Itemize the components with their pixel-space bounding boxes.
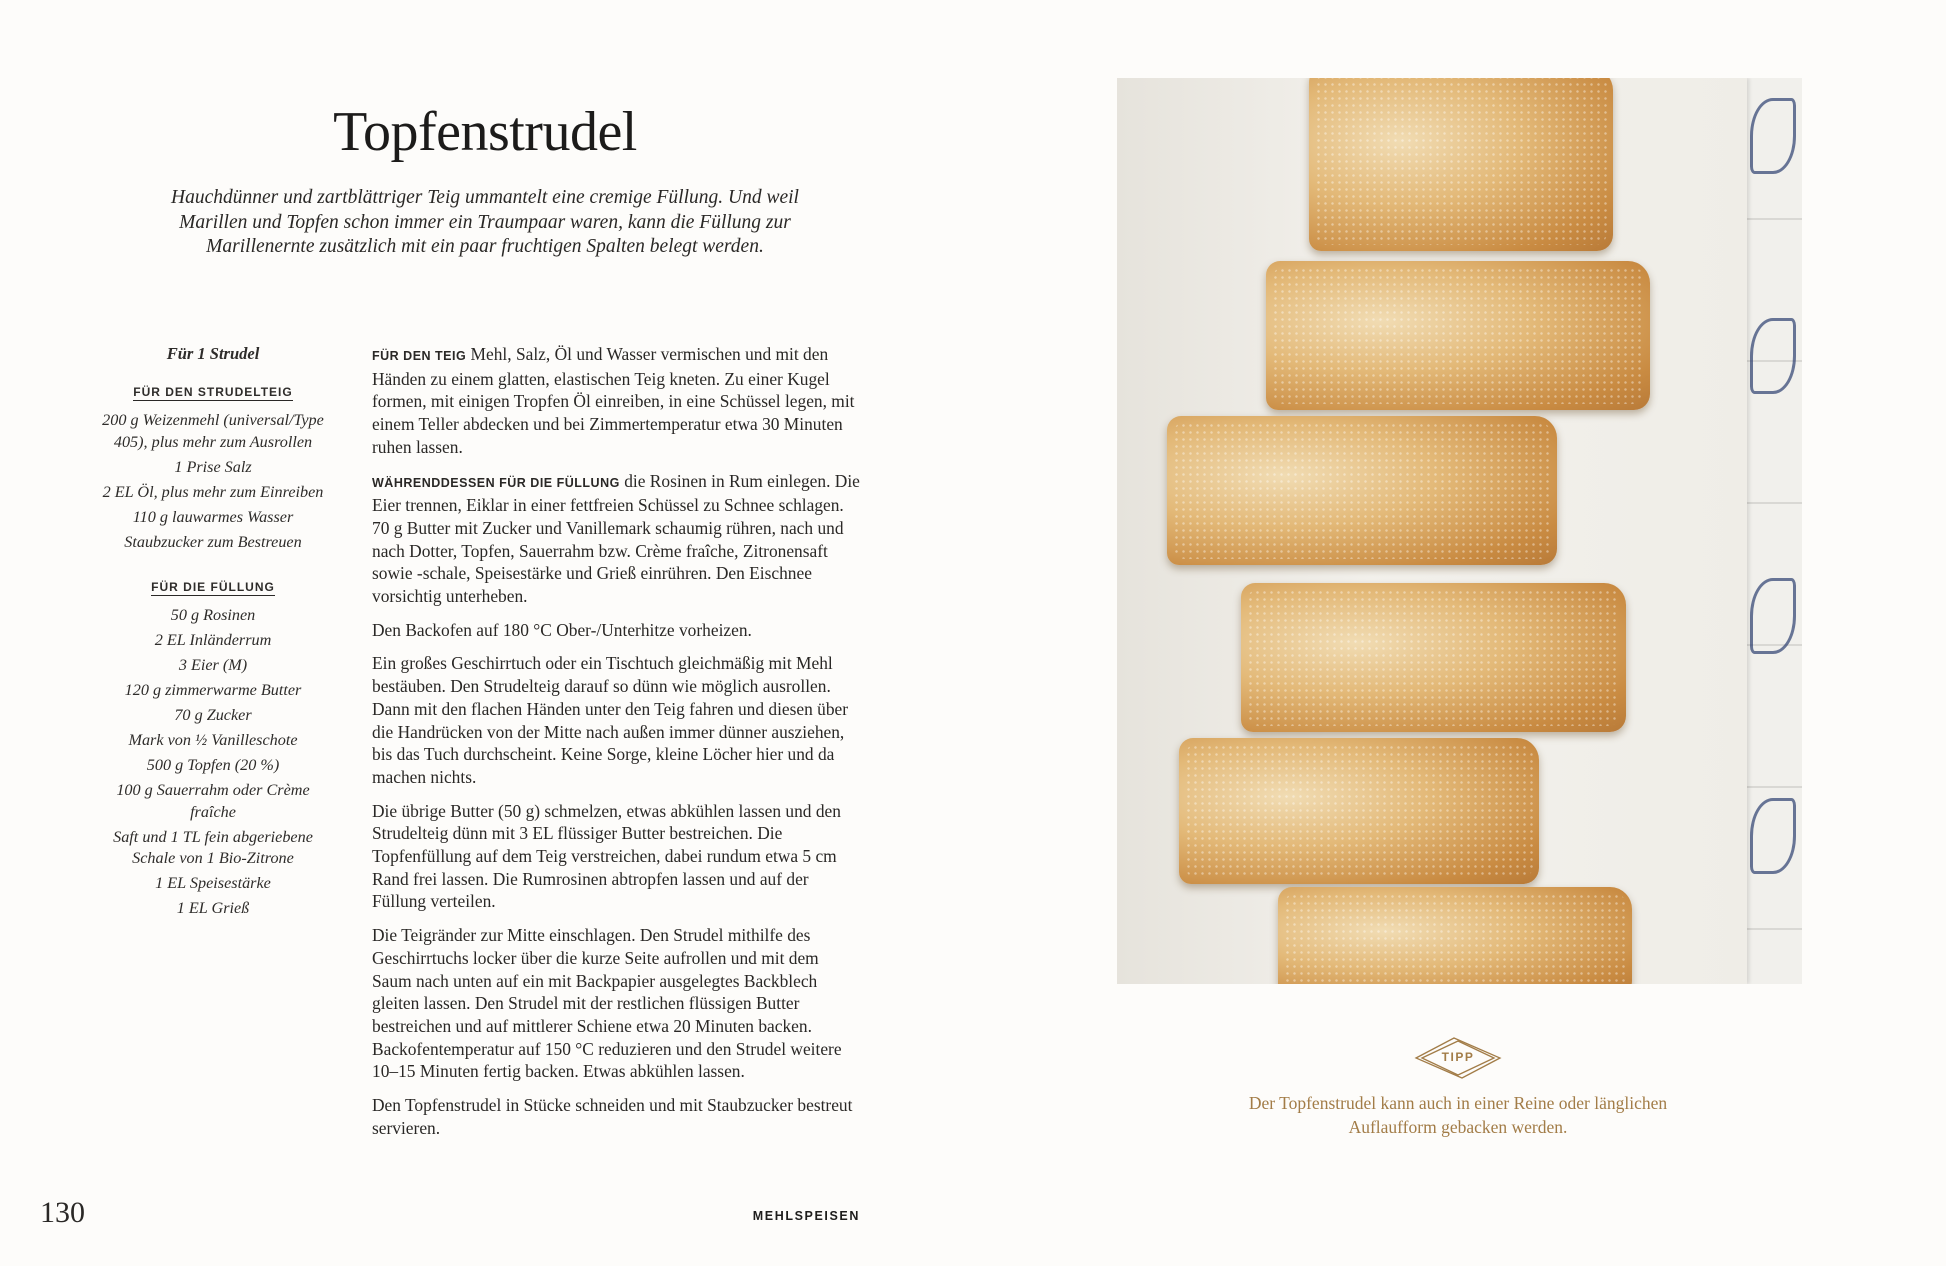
ingredient-group-heading: FÜR DEN STRUDELTEIG	[133, 385, 293, 399]
ingredient-group-heading: FÜR DIE FÜLLUNG	[151, 580, 275, 594]
tip-text: Der Topfenstrudel kann auch in einer Reine oder länglichen Auflaufform gebacken werden.	[1248, 1093, 1668, 1137]
tile-background	[1746, 78, 1802, 984]
ingredient-item: 110 g lauwarmes Wasser	[132, 507, 294, 526]
ingredient-item: 2 EL Inländerrum	[154, 631, 272, 649]
ingredient-item: 1 EL Grieß	[176, 899, 250, 917]
method-step	[372, 1094, 862, 1139]
tile-ornament-icon	[1750, 798, 1796, 874]
step-text: die Rosinen in Rum einlegen. Die Eier trennen, Eiklar in einer fettfreien Schüssel zu Schnee schlagen. 70 g Butter mit Zucker und Vanillemark schaumig rühren, nach und nach Dotter, Topfen, Sauerrahm bzw. Crème fraîche, Zitronensaft sowie -schale, Speisestärke und Grieß einrühren. Den Eischnee vorsichtig unterheben.	[372, 470, 860, 607]
tile-ornament-icon	[1750, 578, 1796, 654]
ingredient-item: 1 EL Speisestärke	[155, 874, 271, 892]
ingredient-item: 500 g Topfen (20 %)	[146, 756, 280, 774]
tile-ornament-icon	[1750, 98, 1796, 174]
recipe-title: Topfenstrudel	[333, 101, 637, 163]
strudel-slice	[1278, 887, 1632, 984]
step-text: Mehl, Salz, Öl und Wasser vermischen und mit den Händen zu einem glatten, elastischen Teig kneten. Zu einer Kugel formen, mit einigen Tropfen Öl einreiben, in eine Schüssel legen, mit einem Teller abdecken und bei Zimmertemperatur etwa 30 Minuten ruhen lassen.	[372, 344, 855, 457]
strudel-slice	[1167, 416, 1557, 565]
strudel-slice	[1266, 261, 1650, 410]
step-lead: FÜR DEN TEIG	[372, 349, 467, 363]
ingredient-item: Mark von ½ Vanilleschote	[128, 731, 298, 749]
page-number: 130	[40, 1196, 85, 1229]
tip-label: TIPP	[1441, 1050, 1475, 1064]
method-step	[372, 800, 862, 914]
ingredients-column	[95, 344, 331, 944]
method-step	[372, 470, 862, 608]
ingredient-item: 70 g Zucker	[174, 706, 252, 724]
step-text: Den Topfenstrudel in Stücke schneiden und mit Staubzucker bestreut servieren.	[372, 1095, 853, 1138]
strudel-slice	[1179, 738, 1539, 884]
ingredient-item: 100 g Sauerrahm oder Crème fraîche	[116, 781, 310, 821]
ingredient-group	[95, 577, 331, 920]
strudel-slice	[1309, 78, 1613, 251]
strudel-photo	[1117, 78, 1802, 984]
method-step	[372, 343, 862, 459]
ingredient-item: Staubzucker zum Bestreuen	[124, 532, 302, 551]
ingredient-group	[95, 382, 331, 553]
method-step	[372, 619, 862, 642]
section-name: MEHLSPEISEN	[752, 1209, 860, 1223]
method-step	[372, 652, 862, 788]
ingredient-item: 1 Prise Salz	[174, 457, 252, 476]
method-step	[372, 924, 862, 1083]
recipe-intro: Hauchdünner und zartblättriger Teig ummantelt eine cremige Füllung. Und weil Marillen und Topfen schon immer ein Traumpaar waren, kann die Füllung zur Marillenernte zusätzlich mit ein paar fruchtigen Spalten belegt werden.	[171, 187, 799, 258]
strudel-slice	[1241, 583, 1626, 732]
tile-ornament-icon	[1750, 318, 1796, 394]
ingredient-item: 2 EL Öl, plus mehr zum Einreiben	[102, 482, 324, 501]
servings: Für 1 Strudel	[166, 344, 260, 363]
step-text: Den Backofen auf 180 °C Ober-/Unterhitze vorheizen.	[372, 619, 752, 640]
method-steps	[372, 343, 862, 1151]
step-text: Ein großes Geschirrtuch oder ein Tischtuch gleichmäßig mit Mehl bestäuben. Den Strudelteig darauf so dünn wie möglich ausrollen. Dann mit den flachen Händen unter den Teig fahren und diesen über die Handrücken von der Mitte nach außen immer dünner ausziehen, bis das Tuch durchscheint. Keine Sorge, kleine Löcher hier und da machen nichts.	[372, 653, 849, 787]
step-text: Die übrige Butter (50 g) schmelzen, etwas abkühlen lassen und den Strudelteig dünn mit 3 EL flüssiger Butter bestreichen. Die Topfenfüllung auf dem Teig verstreichen, dabei rundum etwa 5 cm Rand frei lassen. Die Rumrosinen abtropfen lassen und auf der Füllung verteilen.	[372, 800, 841, 912]
ingredient-item: 120 g zimmerwarme Butter	[124, 681, 302, 699]
step-lead: WÄHRENDDESSEN FÜR DIE FÜLLUNG	[372, 475, 620, 490]
step-text: Die Teigränder zur Mitte einschlagen. Den Strudel mithilfe des Geschirrtuchs locker über die kurze Seite aufrollen und mit dem Saum nach unten auf ein mit Backpapier ausgelegtes Backblech gleiten lassen. Den Strudel mit der restlichen flüssigen Butter bestreichen und auf mittlerer Schiene etwa 20 Minuten backen. Backofentemperatur auf 150 °C reduzieren und den Strudel weitere 10–15 Minuten fertig backen. Etwas abkühlen lassen.	[372, 925, 842, 1082]
ingredient-item: Saft und 1 TL fein abgeriebene Schale von 1 Bio-Zitrone	[113, 827, 313, 867]
ingredient-groups	[95, 382, 331, 920]
ingredient-item: 200 g Weizenmehl (universal/Type 405), plus mehr zum Ausrollen	[102, 411, 324, 451]
ingredient-item: 50 g Rosinen	[170, 606, 256, 624]
ingredient-item: 3 Eier (M)	[178, 656, 248, 674]
